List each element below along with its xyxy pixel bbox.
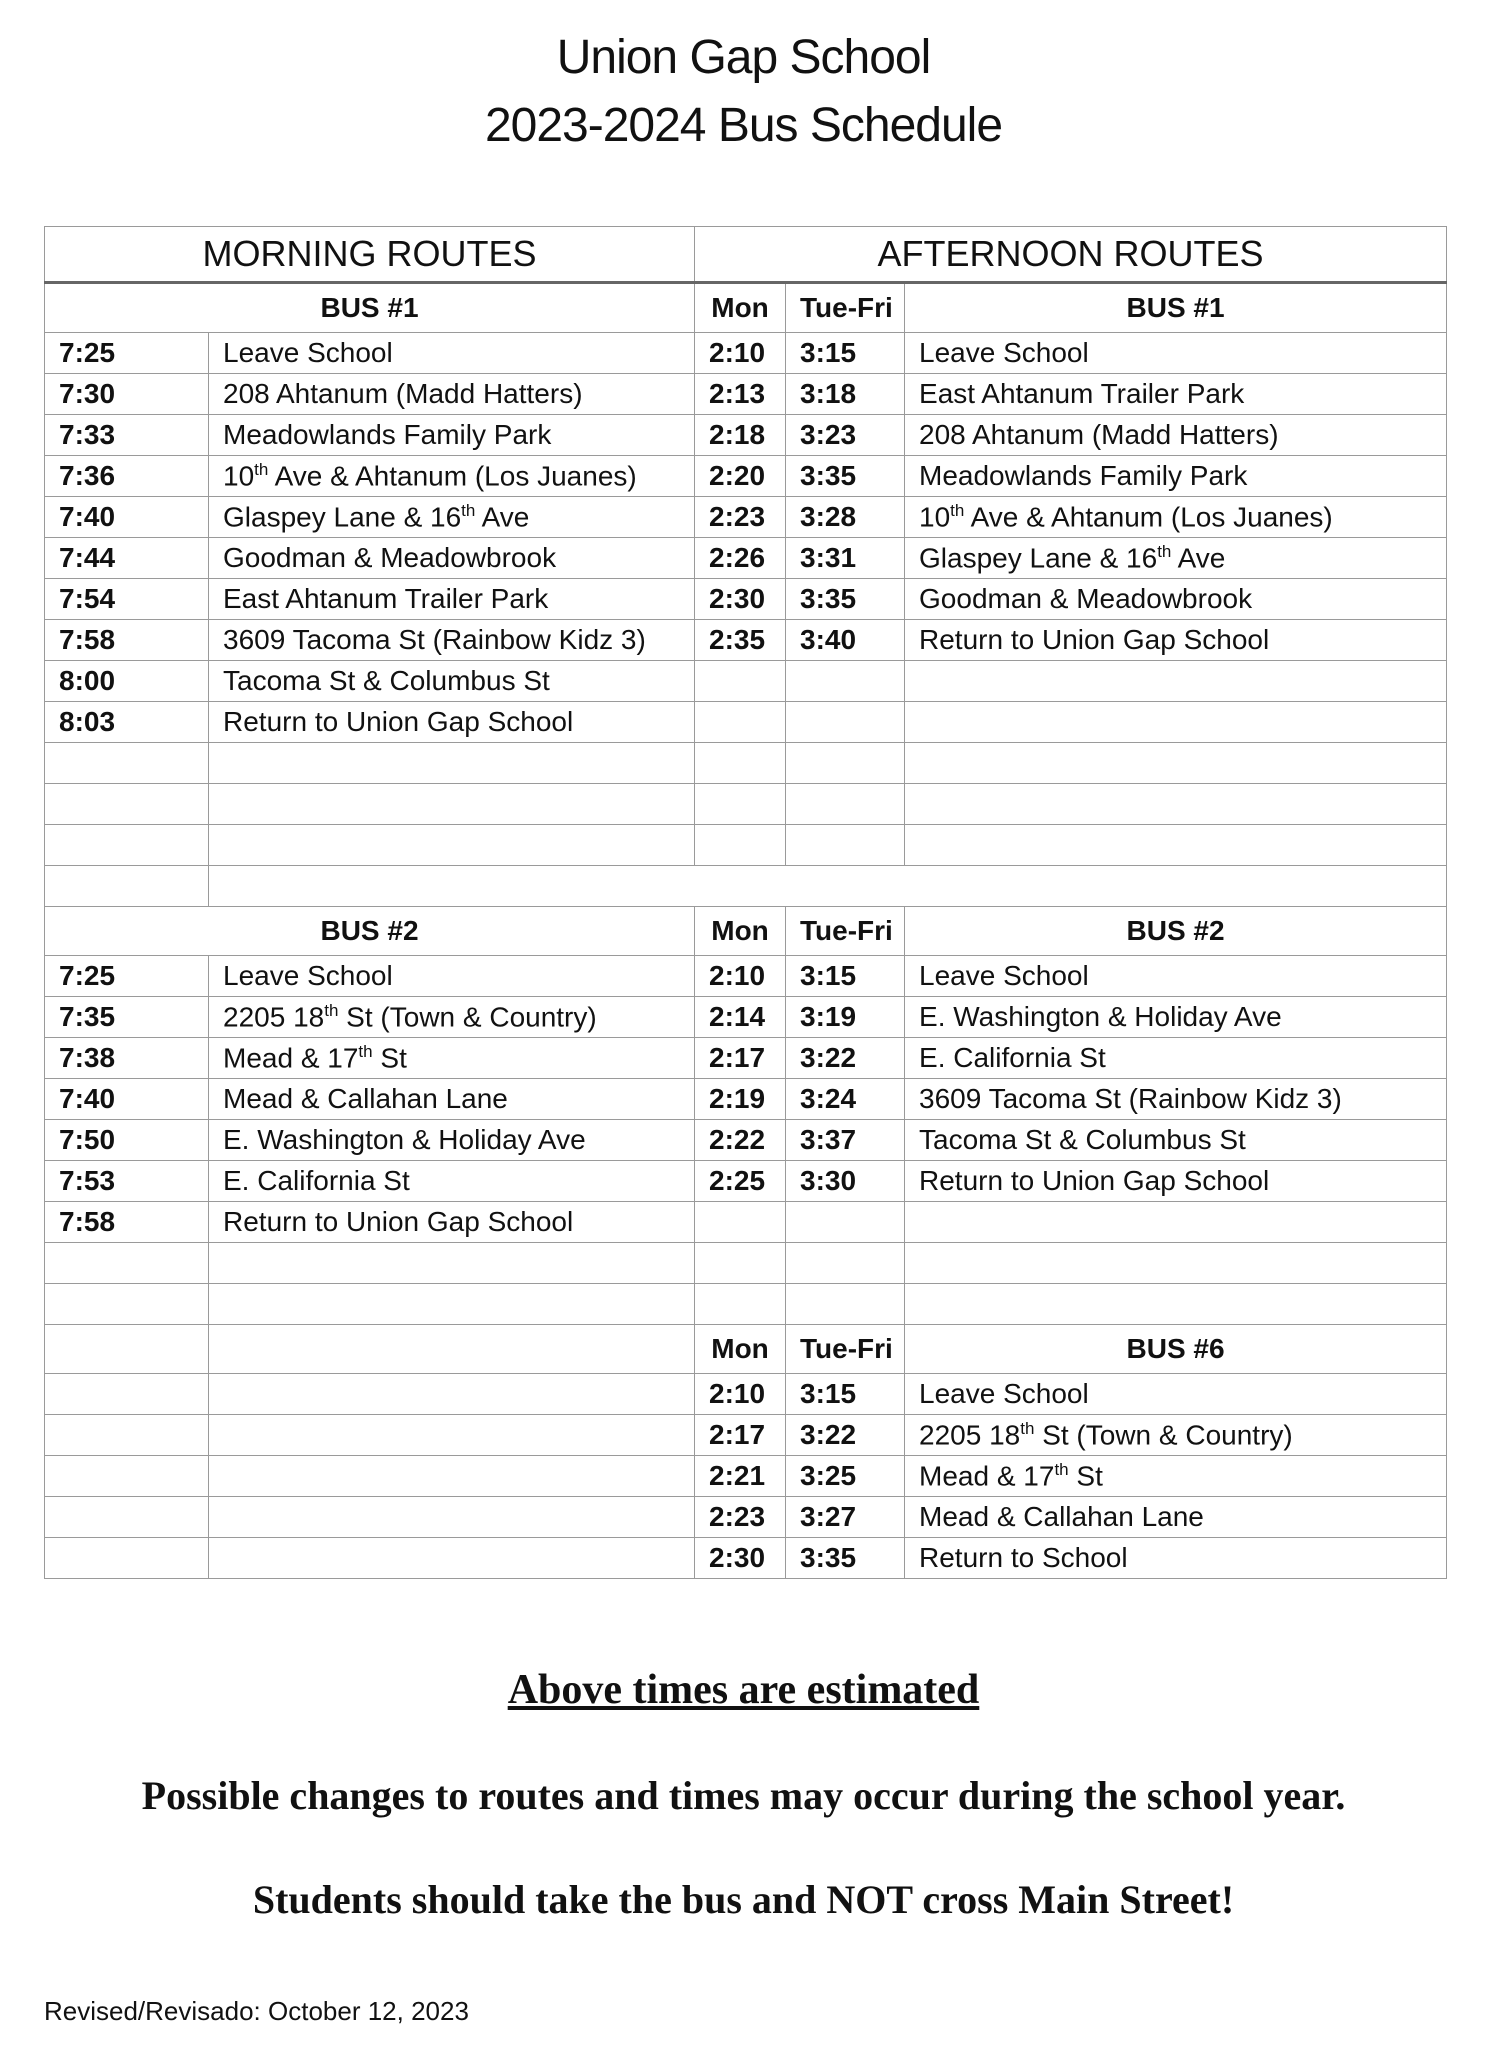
mon-time: 2:22 (695, 1120, 786, 1161)
bus-header-row (45, 1325, 1447, 1374)
stop-cell (905, 333, 1447, 374)
table-row (45, 374, 1447, 415)
morning-time (45, 743, 209, 784)
stop-text: Ave & Ahtanum (Los Juanes) (268, 460, 637, 492)
mon-time (695, 825, 786, 866)
morning-time: 7:30 (45, 374, 209, 415)
section-2-rows (45, 956, 1447, 1325)
mon-time: 2:18 (695, 415, 786, 456)
ordinal-suffix: th (950, 500, 965, 520)
stop-cell (905, 1161, 1447, 1202)
stop-cell (905, 579, 1447, 620)
tuefri-time: 3:22 (786, 1415, 905, 1456)
morning-time: 7:50 (45, 1120, 209, 1161)
table-row (45, 1202, 1447, 1243)
section-1-rows (45, 333, 1447, 866)
stop-text: Ave (475, 501, 530, 533)
stop-text: Meadowlands Family Park (223, 419, 552, 450)
stop-text: Tacoma St & Columbus St (919, 1124, 1246, 1155)
afternoon-bus-label: BUS #6 (905, 1325, 1447, 1374)
table-row (45, 661, 1447, 702)
mon-time: 2:13 (695, 374, 786, 415)
tuefri-time: 3:28 (786, 497, 905, 538)
tuefri-time (786, 825, 905, 866)
empty-cell (209, 1325, 695, 1374)
mon-time (695, 1243, 786, 1284)
stop-text: St (Town & Country) (1034, 1419, 1293, 1451)
morning-time: 7:36 (45, 456, 209, 497)
stop-cell (905, 1374, 1447, 1415)
mon-time (695, 784, 786, 825)
tuefri-time (786, 743, 905, 784)
table-row (45, 956, 1447, 997)
mon-time (695, 1284, 786, 1325)
stop-cell (905, 1202, 1447, 1243)
morning-time: 7:44 (45, 538, 209, 579)
stop-cell (209, 456, 695, 497)
mon-time: 2:10 (695, 333, 786, 374)
stop-cell (209, 374, 695, 415)
mon-time: 2:17 (695, 1038, 786, 1079)
mon-time (695, 702, 786, 743)
stop-text: 10 (919, 501, 951, 533)
mon-time: 2:23 (695, 1497, 786, 1538)
mon-time: 2:30 (695, 579, 786, 620)
tuefri-column-label: Tue-Fri (786, 907, 905, 956)
bus-schedule-table (44, 226, 1447, 1579)
stop-cell (209, 1202, 695, 1243)
stop-text: Leave School (919, 1378, 1089, 1409)
table-row (45, 784, 1447, 825)
empty-cell (45, 1456, 209, 1497)
tuefri-time: 3:23 (786, 415, 905, 456)
stop-cell (209, 538, 695, 579)
tuefri-time: 3:25 (786, 1456, 905, 1497)
table-row (45, 1243, 1447, 1284)
tuefri-time: 3:15 (786, 956, 905, 997)
stop-cell (905, 620, 1447, 661)
stop-cell (209, 1120, 695, 1161)
ordinal-suffix: th (358, 1041, 373, 1061)
mon-column-label: Mon (695, 907, 786, 956)
morning-time (45, 1284, 209, 1325)
empty-cell (45, 1538, 209, 1579)
table-row (45, 1456, 1447, 1497)
stop-text: Return to Union Gap School (919, 1165, 1270, 1196)
stop-cell (905, 956, 1447, 997)
empty-cell (209, 1415, 695, 1456)
stop-text: Return to Union Gap School (223, 706, 574, 737)
mon-time: 2:10 (695, 1374, 786, 1415)
stop-cell (209, 1038, 695, 1079)
safety-notice: Students should take the bus and NOT cross Main Street! (252, 1877, 1235, 1922)
tuefri-time (786, 702, 905, 743)
tuefri-time: 3:40 (786, 620, 905, 661)
stop-cell (209, 1284, 695, 1325)
stop-text: E. California St (223, 1165, 410, 1196)
morning-time (45, 825, 209, 866)
morning-bus-label: BUS #2 (45, 907, 695, 956)
tuefri-time: 3:15 (786, 1374, 905, 1415)
stop-text: East Ahtanum Trailer Park (919, 378, 1245, 409)
stop-cell (905, 1415, 1447, 1456)
morning-time: 7:58 (45, 620, 209, 661)
tuefri-time: 3:30 (786, 1161, 905, 1202)
stop-text: 208 Ahtanum (Madd Hatters) (223, 378, 583, 409)
stop-cell (905, 661, 1447, 702)
mon-time (695, 743, 786, 784)
stop-cell (905, 1456, 1447, 1497)
table-row (45, 620, 1447, 661)
table-row (45, 997, 1447, 1038)
table-row (45, 1538, 1447, 1579)
stop-cell (209, 743, 695, 784)
morning-time: 7:33 (45, 415, 209, 456)
stop-cell (905, 1284, 1447, 1325)
tuefri-time (786, 1284, 905, 1325)
stop-text: Return to Union Gap School (223, 1206, 574, 1237)
stop-text: Leave School (223, 337, 393, 368)
changes-notice: Possible changes to routes and times may occur during the school year. (141, 1773, 1346, 1818)
afternoon-bus-label: BUS #1 (905, 283, 1447, 333)
tuefri-time (786, 1243, 905, 1284)
mon-time: 2:21 (695, 1456, 786, 1497)
stop-text: Leave School (919, 960, 1089, 991)
ordinal-suffix: th (324, 1000, 339, 1020)
stop-cell (209, 1243, 695, 1284)
stop-text: Mead & Callahan Lane (919, 1501, 1204, 1532)
tuefri-time: 3:22 (786, 1038, 905, 1079)
table-row (45, 415, 1447, 456)
stop-text: 2205 18 (919, 1419, 1021, 1451)
morning-time: 7:54 (45, 579, 209, 620)
empty-cell (209, 1538, 695, 1579)
stop-text: St (1068, 1460, 1103, 1492)
tuefri-time: 3:35 (786, 456, 905, 497)
morning-bus-label: BUS #1 (45, 283, 695, 333)
mon-time (695, 1202, 786, 1243)
table-row (45, 702, 1447, 743)
stop-text: East Ahtanum Trailer Park (223, 583, 549, 614)
stop-cell (905, 415, 1447, 456)
stop-text: Goodman & Meadowbrook (919, 583, 1253, 614)
stop-cell (209, 825, 695, 866)
tuefri-time: 3:24 (786, 1079, 905, 1120)
morning-time (45, 1243, 209, 1284)
stop-text: Glaspey Lane & 16 (919, 542, 1158, 574)
tuefri-time: 3:15 (786, 333, 905, 374)
table-row (45, 1120, 1447, 1161)
table-row (45, 333, 1447, 374)
spacer-cell (209, 866, 1447, 907)
stop-text: St (Town & Country) (338, 1001, 597, 1033)
ordinal-suffix: th (1157, 541, 1172, 561)
stop-text: St (372, 1042, 407, 1074)
table-row (45, 497, 1447, 538)
table-row (45, 1161, 1447, 1202)
stop-text: Mead & 17 (919, 1460, 1055, 1492)
table-row (45, 825, 1447, 866)
tuefri-column-label: Tue-Fri (786, 283, 905, 333)
mon-time: 2:14 (695, 997, 786, 1038)
mon-time: 2:19 (695, 1079, 786, 1120)
morning-time (45, 784, 209, 825)
stop-cell (905, 743, 1447, 784)
stop-cell (905, 1038, 1447, 1079)
tuefri-column-label: Tue-Fri (786, 1325, 905, 1374)
tuefri-time (786, 661, 905, 702)
stop-text: Mead & Callahan Lane (223, 1083, 508, 1114)
table-row (45, 1497, 1447, 1538)
tuefri-time (786, 1202, 905, 1243)
mon-time: 2:30 (695, 1538, 786, 1579)
tuefri-time: 3:37 (786, 1120, 905, 1161)
afternoon-routes-header: AFTERNOON ROUTES (695, 227, 1447, 283)
tuefri-time: 3:27 (786, 1497, 905, 1538)
stop-cell (209, 579, 695, 620)
stop-cell (209, 620, 695, 661)
stop-text: Glaspey Lane & 16 (223, 501, 462, 533)
tuefri-time: 3:18 (786, 374, 905, 415)
ordinal-suffix: th (1020, 1418, 1035, 1438)
table-row (45, 1415, 1447, 1456)
empty-cell (209, 1497, 695, 1538)
stop-cell (209, 702, 695, 743)
stop-cell (905, 1538, 1447, 1579)
stop-cell (209, 497, 695, 538)
table-row (45, 1374, 1447, 1415)
stop-text: Goodman & Meadowbrook (223, 542, 557, 573)
morning-time: 7:40 (45, 497, 209, 538)
mon-time: 2:25 (695, 1161, 786, 1202)
stop-cell (209, 333, 695, 374)
mon-time (695, 661, 786, 702)
stop-cell (905, 1120, 1447, 1161)
stop-text: 3609 Tacoma St (Rainbow Kidz 3) (223, 624, 646, 655)
stop-text: 208 Ahtanum (Madd Hatters) (919, 419, 1279, 450)
mon-time: 2:20 (695, 456, 786, 497)
table-row (45, 743, 1447, 784)
table-row (45, 456, 1447, 497)
stop-cell (905, 702, 1447, 743)
stop-text: E. California St (919, 1042, 1106, 1073)
stop-cell (209, 415, 695, 456)
stop-cell (905, 997, 1447, 1038)
stop-cell (905, 1079, 1447, 1120)
empty-cell (45, 1325, 209, 1374)
morning-time: 7:35 (45, 997, 209, 1038)
stop-cell (905, 538, 1447, 579)
morning-time: 8:03 (45, 702, 209, 743)
tuefri-time (786, 784, 905, 825)
page-subtitle: 2023-2024 Bus Schedule (484, 99, 1003, 152)
stop-text: E. Washington & Holiday Ave (223, 1124, 586, 1155)
stop-text: 3609 Tacoma St (Rainbow Kidz 3) (919, 1083, 1342, 1114)
stop-cell (209, 1161, 695, 1202)
stop-cell (905, 497, 1447, 538)
tuefri-time: 3:35 (786, 1538, 905, 1579)
section-3-rows (45, 1374, 1447, 1579)
table-row (45, 1038, 1447, 1079)
stop-cell (209, 784, 695, 825)
bus-header-row (45, 283, 1447, 333)
stop-text: Tacoma St & Columbus St (223, 665, 550, 696)
stop-cell (905, 456, 1447, 497)
stop-cell (209, 661, 695, 702)
stop-text: E. Washington & Holiday Ave (919, 1001, 1282, 1032)
stop-cell (905, 374, 1447, 415)
table-row (45, 1079, 1447, 1120)
stop-cell (905, 1497, 1447, 1538)
stop-cell (209, 956, 695, 997)
mon-time: 2:17 (695, 1415, 786, 1456)
stop-cell (209, 1079, 695, 1120)
morning-time: 7:40 (45, 1079, 209, 1120)
mon-time: 2:10 (695, 956, 786, 997)
mon-time: 2:35 (695, 620, 786, 661)
morning-time: 7:58 (45, 1202, 209, 1243)
empty-cell (209, 1456, 695, 1497)
stop-cell (209, 997, 695, 1038)
table-row (45, 538, 1447, 579)
empty-cell (45, 1497, 209, 1538)
stop-text: Return to School (919, 1542, 1128, 1573)
stop-text: Ave (1171, 542, 1226, 574)
table-header-row (45, 227, 1447, 283)
mon-time: 2:26 (695, 538, 786, 579)
morning-time: 7:25 (45, 956, 209, 997)
table-row (45, 1284, 1447, 1325)
morning-time: 7:53 (45, 1161, 209, 1202)
mon-column-label: Mon (695, 283, 786, 333)
tuefri-time: 3:19 (786, 997, 905, 1038)
tuefri-time: 3:35 (786, 579, 905, 620)
mon-time: 2:23 (695, 497, 786, 538)
tuefri-time: 3:31 (786, 538, 905, 579)
bus-header-row (45, 907, 1447, 956)
morning-time: 7:25 (45, 333, 209, 374)
stop-text: Ave & Ahtanum (Los Juanes) (964, 501, 1333, 533)
table-row (45, 579, 1447, 620)
spacer-cell (45, 866, 209, 907)
stop-text: Meadowlands Family Park (919, 460, 1248, 491)
ordinal-suffix: th (1054, 1459, 1069, 1479)
morning-time: 8:00 (45, 661, 209, 702)
stop-text: Leave School (919, 337, 1089, 368)
ordinal-suffix: th (461, 500, 476, 520)
afternoon-bus-label: BUS #2 (905, 907, 1447, 956)
stop-text: Return to Union Gap School (919, 624, 1270, 655)
spacer-row (45, 866, 1447, 907)
stop-cell (905, 825, 1447, 866)
stop-text: Mead & 17 (223, 1042, 359, 1074)
mon-column-label: Mon (695, 1325, 786, 1374)
stop-cell (905, 1243, 1447, 1284)
stop-text: 2205 18 (223, 1001, 325, 1033)
morning-routes-header: MORNING ROUTES (45, 227, 695, 283)
empty-cell (45, 1374, 209, 1415)
stop-text: Leave School (223, 960, 393, 991)
stop-text: 10 (223, 460, 255, 492)
empty-cell (45, 1415, 209, 1456)
revised-date: Revised/Revisado: October 12, 2023 (44, 1996, 469, 2026)
empty-cell (209, 1374, 695, 1415)
stop-cell (905, 784, 1447, 825)
ordinal-suffix: th (254, 459, 269, 479)
estimated-notice: Above times are estimated (507, 1667, 980, 1713)
morning-time: 7:38 (45, 1038, 209, 1079)
page-title: Union Gap School (556, 31, 931, 84)
